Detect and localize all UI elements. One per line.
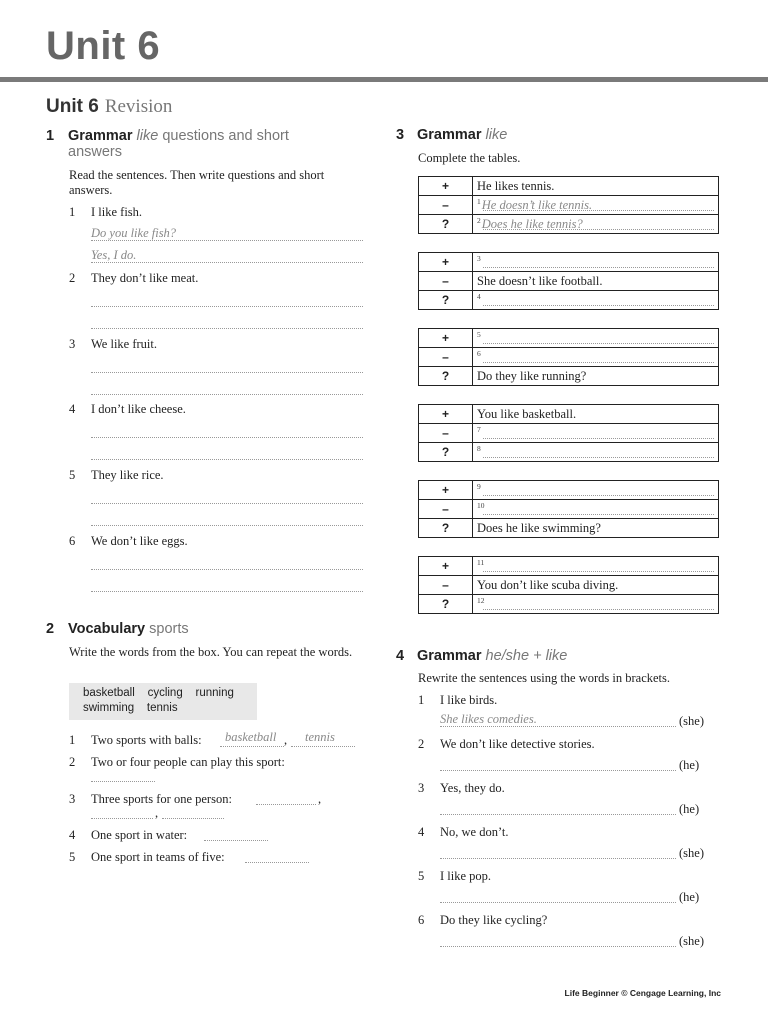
cell-text: You like basketball. bbox=[477, 406, 577, 421]
s4-item-2 bbox=[418, 737, 718, 752]
item-number: 10 bbox=[477, 500, 485, 510]
s2-item3-blank-1[interactable] bbox=[256, 804, 316, 805]
s4-item-number: 3 bbox=[418, 781, 425, 795]
s2-item-text: Two or four people can play this sport: bbox=[91, 755, 285, 769]
table-row-q bbox=[419, 595, 719, 614]
s4-item-number: 6 bbox=[418, 913, 425, 927]
section1-number: 1 bbox=[46, 128, 55, 144]
section3-instruction: Complete the tables. bbox=[418, 151, 521, 165]
table-row-minus bbox=[419, 196, 719, 215]
answer-line[interactable] bbox=[483, 305, 714, 306]
symbol-plus: + bbox=[419, 177, 473, 196]
table-blank-q[interactable] bbox=[473, 595, 719, 614]
table-4 bbox=[418, 404, 719, 462]
s2-item5-blank[interactable] bbox=[245, 862, 309, 863]
table-cell-plus bbox=[473, 177, 719, 196]
revision-unit: Unit 6 bbox=[46, 96, 99, 117]
symbol-q: ? bbox=[419, 519, 473, 538]
s2-item1-blank-2[interactable] bbox=[291, 746, 355, 747]
table-5 bbox=[418, 480, 719, 538]
s4-item6-pronoun: (she) bbox=[679, 934, 704, 948]
answer-text: He doesn’t like tennis. bbox=[481, 197, 593, 212]
symbol-minus: – bbox=[419, 500, 473, 519]
symbol-minus: – bbox=[419, 272, 473, 291]
table-row-minus bbox=[419, 424, 719, 443]
s1-item-text: We like fruit. bbox=[91, 337, 157, 351]
s1-item-2 bbox=[69, 271, 369, 286]
revision-title bbox=[46, 95, 172, 118]
section3-heading bbox=[396, 127, 726, 143]
item-number: 11 bbox=[477, 557, 485, 567]
s4-item-number: 2 bbox=[418, 737, 425, 751]
s4-item3-pronoun: (he) bbox=[679, 802, 700, 816]
item-number: 7 bbox=[477, 424, 481, 434]
symbol-minus: – bbox=[419, 348, 473, 367]
symbol-q: ? bbox=[419, 595, 473, 614]
s2-item3-blank-3[interactable] bbox=[162, 818, 224, 819]
s1-item-5 bbox=[69, 468, 369, 483]
s1-item6-answer-line[interactable] bbox=[91, 591, 363, 592]
s2-item-text: One sport in teams of five: bbox=[91, 850, 225, 864]
s2-item3-blank-2[interactable] bbox=[91, 818, 153, 819]
word-box-line2: swimming tennis bbox=[83, 702, 178, 714]
s2-item-3 bbox=[69, 792, 369, 807]
answer-line[interactable] bbox=[483, 457, 714, 458]
s1-item-1 bbox=[69, 205, 369, 220]
symbol-plus: + bbox=[419, 405, 473, 424]
table-row-q bbox=[419, 367, 719, 386]
symbol-minus: – bbox=[419, 576, 473, 595]
item-number: 5 bbox=[477, 329, 481, 339]
s1-item-text: They don’t like meat. bbox=[91, 271, 199, 285]
section4-heading bbox=[396, 648, 726, 664]
symbol-q: ? bbox=[419, 215, 473, 234]
symbol-q: ? bbox=[419, 443, 473, 462]
s4-item2-answer-line[interactable] bbox=[440, 770, 676, 771]
symbol-plus: + bbox=[419, 481, 473, 500]
s1-item-number: 4 bbox=[69, 402, 76, 416]
s4-item4-answer-line[interactable] bbox=[440, 858, 676, 859]
table-blank-minus[interactable] bbox=[473, 348, 719, 367]
symbol-plus: + bbox=[419, 253, 473, 272]
s1-item-text: I like fish. bbox=[91, 205, 143, 219]
s2-item-5 bbox=[69, 850, 369, 865]
s4-item-3 bbox=[418, 781, 718, 796]
s2-comma: , bbox=[284, 733, 288, 747]
section1-title-a: Grammar bbox=[68, 128, 133, 144]
table-row-plus bbox=[419, 177, 719, 196]
s4-item5-answer-line[interactable] bbox=[440, 902, 676, 903]
section1-title-b: like bbox=[136, 128, 159, 144]
answer-line[interactable] bbox=[483, 609, 714, 610]
s1-item-number: 2 bbox=[69, 271, 76, 285]
s4-item4-pronoun: (she) bbox=[679, 846, 704, 860]
s2-item-number: 5 bbox=[69, 850, 76, 864]
item-number: 9 bbox=[477, 481, 481, 491]
cell-text: She doesn’t like football. bbox=[477, 273, 603, 288]
s2-item-text: One sport in water: bbox=[91, 828, 188, 842]
s1-item5-question-line[interactable] bbox=[91, 503, 363, 504]
table-row-minus bbox=[419, 576, 719, 595]
table-cell-q bbox=[473, 367, 719, 386]
s4-item-text: I like pop. bbox=[440, 869, 492, 883]
answer-line[interactable] bbox=[483, 210, 714, 211]
table-cell-q[interactable] bbox=[473, 215, 719, 234]
item-number: 6 bbox=[477, 348, 481, 358]
section2-number: 2 bbox=[46, 621, 55, 637]
s1-item4-question-line[interactable] bbox=[91, 437, 363, 438]
s1-item3-answer-line[interactable] bbox=[91, 394, 363, 395]
s4-item-number: 1 bbox=[418, 693, 425, 707]
table-blank-minus[interactable] bbox=[473, 500, 719, 519]
section3-number: 3 bbox=[396, 127, 405, 143]
s4-item-number: 4 bbox=[418, 825, 425, 839]
table-blank-q[interactable] bbox=[473, 443, 719, 462]
answer-line[interactable] bbox=[483, 267, 714, 268]
table-row-q bbox=[419, 291, 719, 310]
cell-text: You don’t like scuba diving. bbox=[477, 577, 619, 592]
s1-item2-question-line[interactable] bbox=[91, 306, 363, 307]
symbol-q: ? bbox=[419, 291, 473, 310]
section2-title-b: sports bbox=[149, 621, 189, 637]
cell-text: Do they like running? bbox=[477, 368, 587, 383]
table-cell-minus[interactable] bbox=[473, 196, 719, 215]
table-row-minus bbox=[419, 272, 719, 291]
table-2 bbox=[418, 252, 719, 310]
s2-item-text: Three sports for one person: bbox=[91, 792, 232, 806]
footer-credit: Life Beginner © Cengage Learning, Inc bbox=[564, 988, 721, 998]
table-blank-plus[interactable] bbox=[473, 557, 719, 576]
s4-item1-pronoun: (she) bbox=[679, 714, 704, 728]
word-box bbox=[69, 683, 257, 720]
section3-title-a: Grammar bbox=[417, 127, 482, 143]
table-row-q bbox=[419, 443, 719, 462]
s1-item1-short-answer: Yes, I do. bbox=[91, 248, 137, 262]
section1-title-d: answers bbox=[68, 144, 122, 160]
table-cell-minus bbox=[473, 576, 719, 595]
s2-item2-blank[interactable] bbox=[91, 781, 155, 782]
table-6 bbox=[418, 556, 719, 614]
table-blank-plus[interactable] bbox=[473, 329, 719, 348]
item-number: 12 bbox=[477, 595, 485, 605]
table-3 bbox=[418, 328, 719, 386]
section3-title-b: like bbox=[485, 127, 508, 143]
symbol-plus: + bbox=[419, 557, 473, 576]
answer-line[interactable] bbox=[483, 362, 714, 363]
s1-item-text: I don’t like cheese. bbox=[91, 402, 186, 416]
s2-item-2 bbox=[69, 755, 369, 770]
section2-instruction: Write the words from the box. You can repeat the words. bbox=[69, 645, 353, 659]
symbol-plus: + bbox=[419, 329, 473, 348]
table-blank-q[interactable] bbox=[473, 291, 719, 310]
s4-item1-answer: She likes comedies. bbox=[440, 712, 537, 726]
s2-item-number: 2 bbox=[69, 755, 76, 769]
table-row-minus bbox=[419, 500, 719, 519]
item-number: 2 bbox=[477, 215, 481, 225]
word-box-line1: basketball cycling running bbox=[83, 687, 234, 699]
section1-heading bbox=[46, 128, 366, 160]
table-row-plus bbox=[419, 405, 719, 424]
table-cell-q bbox=[473, 519, 719, 538]
revision-word: Revision bbox=[104, 96, 173, 117]
unit-title: Unit 6 bbox=[46, 24, 161, 68]
item-number: 3 bbox=[477, 253, 481, 263]
s4-item-text: I like birds. bbox=[440, 693, 498, 707]
table-blank-plus[interactable] bbox=[473, 481, 719, 500]
s4-item-text: Do they like cycling? bbox=[440, 913, 548, 927]
s1-item5-answer-line[interactable] bbox=[91, 525, 363, 526]
table-row-plus bbox=[419, 557, 719, 576]
table-cell-minus bbox=[473, 272, 719, 291]
s1-item1-question-answer: Do you like fish? bbox=[91, 226, 177, 240]
s4-item-number: 5 bbox=[418, 869, 425, 883]
section1-instruction: Read the sentences. Then write questions and short answers. bbox=[69, 168, 325, 197]
s4-item6-answer-line[interactable] bbox=[440, 946, 676, 947]
s1-item-number: 6 bbox=[69, 534, 76, 548]
header-rule bbox=[0, 77, 768, 82]
s2-item-number: 1 bbox=[69, 733, 76, 747]
answer-line[interactable] bbox=[483, 438, 714, 439]
s1-item-4 bbox=[69, 402, 369, 417]
s2-comma: , bbox=[318, 792, 322, 806]
symbol-minus: – bbox=[419, 196, 473, 215]
s2-comma: , bbox=[155, 806, 159, 820]
s4-item-text: We don’t like detective stories. bbox=[440, 737, 595, 751]
s4-item-text: Yes, they do. bbox=[440, 781, 505, 795]
table-row-plus bbox=[419, 481, 719, 500]
s4-item-5 bbox=[418, 869, 718, 884]
cell-text: Does he like swimming? bbox=[477, 520, 601, 535]
s4-item3-answer-line[interactable] bbox=[440, 814, 676, 815]
s2-item4-blank[interactable] bbox=[204, 840, 268, 841]
answer-line[interactable] bbox=[483, 514, 714, 515]
answer-line[interactable] bbox=[483, 571, 714, 572]
s1-item-6 bbox=[69, 534, 369, 549]
s2-item1-answer-2: tennis bbox=[305, 730, 335, 744]
answer-line[interactable] bbox=[483, 229, 714, 230]
s2-item1-answer-1: basketball bbox=[225, 730, 277, 744]
s2-item1-blank-1[interactable] bbox=[220, 746, 284, 747]
s4-item-6 bbox=[418, 913, 718, 928]
answer-line[interactable] bbox=[483, 495, 714, 496]
s1-item-number: 1 bbox=[69, 205, 76, 219]
table-blank-minus[interactable] bbox=[473, 424, 719, 443]
s4-item-4 bbox=[418, 825, 718, 840]
s1-item-number: 3 bbox=[69, 337, 76, 351]
symbol-q: ? bbox=[419, 367, 473, 386]
section2-title-a: Vocabulary bbox=[68, 621, 146, 637]
item-number: 4 bbox=[477, 291, 481, 301]
s1-item2-answer-line[interactable] bbox=[91, 328, 363, 329]
section1-title-c: questions and short bbox=[162, 128, 289, 144]
table-row-plus bbox=[419, 253, 719, 272]
s2-item-number: 4 bbox=[69, 828, 76, 842]
table-row-minus bbox=[419, 348, 719, 367]
s4-item-1 bbox=[418, 693, 718, 708]
s1-item-3 bbox=[69, 337, 369, 352]
s1-item-number: 5 bbox=[69, 468, 76, 482]
s4-item2-pronoun: (he) bbox=[679, 758, 700, 772]
s4-item5-pronoun: (he) bbox=[679, 890, 700, 904]
item-number: 8 bbox=[477, 443, 481, 453]
section4-title-b: he/she + like bbox=[485, 648, 568, 664]
section4-title-a: Grammar bbox=[417, 648, 482, 664]
s2-item-number: 3 bbox=[69, 792, 76, 806]
section4-number: 4 bbox=[396, 648, 405, 664]
s2-item-text: Two sports with balls: bbox=[91, 733, 202, 747]
symbol-minus: – bbox=[419, 424, 473, 443]
table-blank-plus[interactable] bbox=[473, 253, 719, 272]
s1-item-text: We don’t like eggs. bbox=[91, 534, 188, 548]
s1-item-text: They like rice. bbox=[91, 468, 164, 482]
s1-item4-answer-line[interactable] bbox=[91, 459, 363, 460]
table-1 bbox=[418, 176, 719, 234]
answer-text: Does he like tennis? bbox=[481, 216, 583, 231]
s4-item-text: No, we don’t. bbox=[440, 825, 509, 839]
section2-heading bbox=[46, 621, 366, 637]
table-row-plus bbox=[419, 329, 719, 348]
item-number: 1 bbox=[477, 196, 481, 206]
table-row-q bbox=[419, 215, 719, 234]
s1-item6-question-line[interactable] bbox=[91, 569, 363, 570]
table-row-q bbox=[419, 519, 719, 538]
s1-item3-question-line[interactable] bbox=[91, 372, 363, 373]
section4-instruction: Rewrite the sentences using the words in brackets. bbox=[418, 671, 671, 685]
cell-text: He likes tennis. bbox=[477, 178, 555, 193]
answer-line[interactable] bbox=[483, 343, 714, 344]
table-cell-plus bbox=[473, 405, 719, 424]
